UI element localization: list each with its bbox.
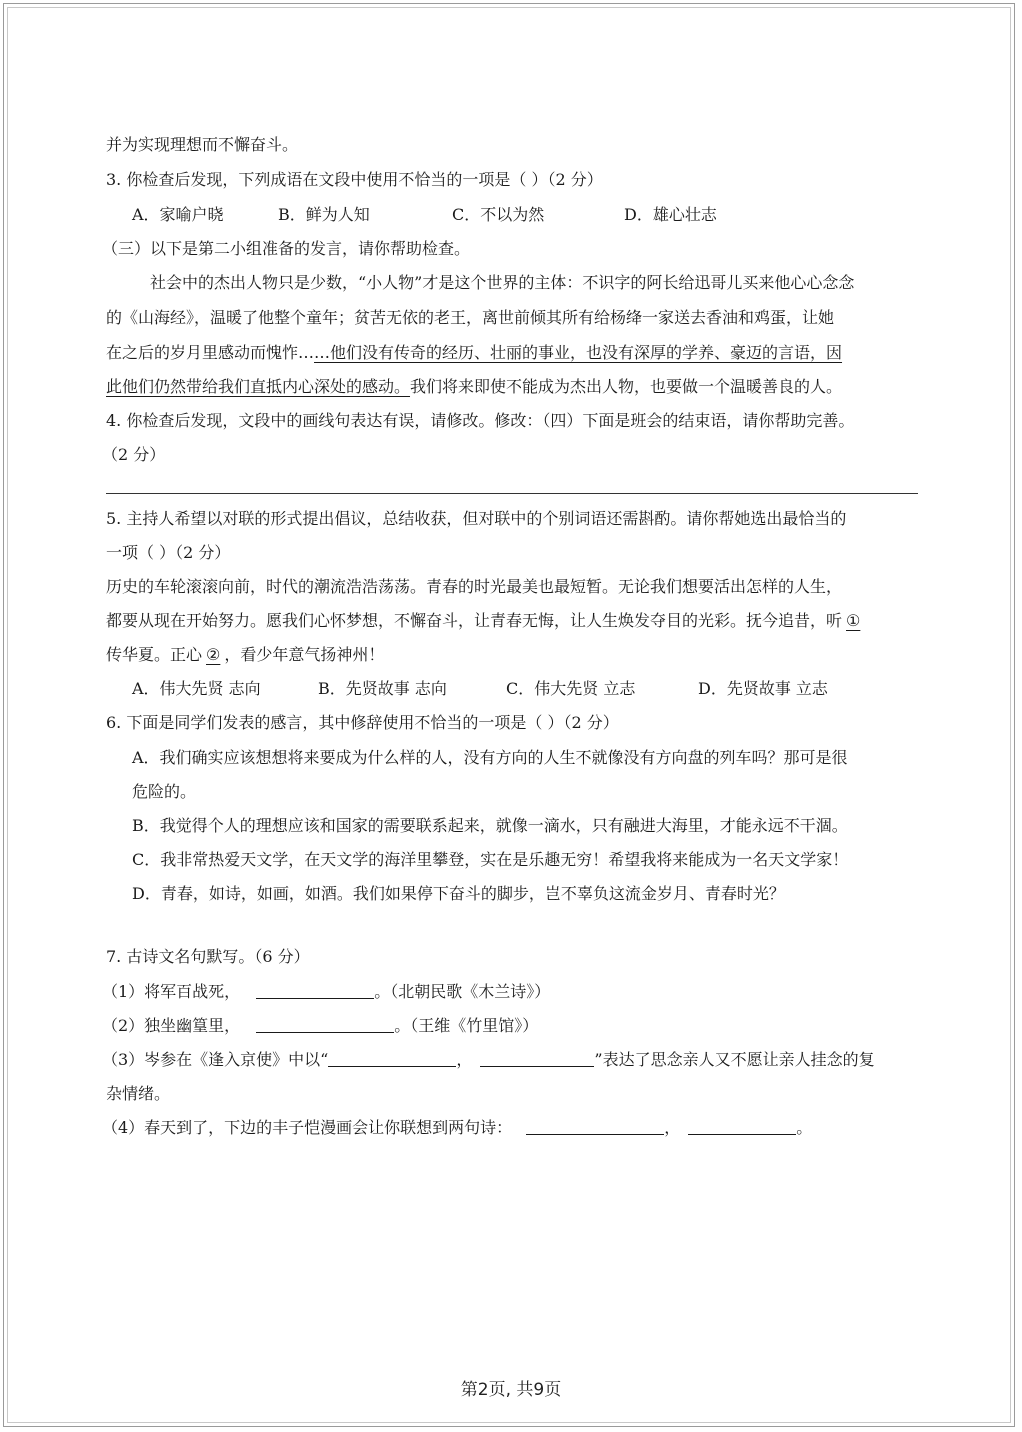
option-b: B．鲜为人知 <box>278 205 370 224</box>
prompt-text: （3）岑参在《逢入京使》中以“ <box>102 1050 329 1069</box>
underlined-sentence: 此他们仍然带给我们直抵内心深处的感动。 <box>106 377 411 396</box>
passage-plain-text: 我们将来即使不能成为杰出人物，也要做一个温暖善良的人。 <box>410 377 843 396</box>
option-b: B．我觉得个人的理想应该和国家的需要联系起来，就像一滴水，只有融进大海里，才能永远不干涸。 <box>132 816 848 835</box>
passage-line: 社会中的杰出人物只是少数，“小人物”才是这个世界的主体：不识字的阿长给迅哥儿买来他心心念念 <box>150 273 855 292</box>
option-a-cont: 危险的。 <box>132 782 197 801</box>
question-7-4 <box>102 1116 812 1140</box>
prompt-text: ， <box>456 1050 473 1069</box>
prompt-text: 。（北朝民歌《木兰诗》） <box>374 982 551 1001</box>
option-a: A．我们确实应该想想将来要成为什么样的人，没有方向的人生不就像没有方向盘的列车吗？那可是很 <box>132 748 848 767</box>
question-4-score: （2 分） <box>102 445 166 464</box>
option-b: B．先贤故事 志向 <box>318 679 447 698</box>
passage-line <box>106 375 842 399</box>
couplet-line <box>106 643 384 667</box>
option-c: C．伟大先贤 立志 <box>506 679 636 698</box>
option-d: D．先贤故事 立志 <box>698 679 828 698</box>
option-c: C．我非常热爱天文学，在天文学的海洋里攀登，实在是乐趣无穷！希望我将来能成为一名天文学家！ <box>132 850 849 869</box>
text-line: 并为实现理想而不懈奋斗。 <box>106 135 299 154</box>
passage-plain-text: 在之后的岁月里感动而愧怍… <box>106 343 315 362</box>
fill-blank[interactable] <box>480 1050 594 1067</box>
prompt-text: 。 <box>796 1118 813 1137</box>
couplet-text: ，看少年意气扬神州！ <box>224 645 385 664</box>
question-4: 4. 你检查后发现，文段中的画线句表达有误，请修改。修改：（四）下面是班会的结束语，请你帮助完善。 <box>106 411 855 430</box>
question-3: 3. 你检查后发现，下列成语在文段中使用不恰当的一项是（ ）（2 分） <box>106 170 603 189</box>
question-7-3-cont: 杂情绪。 <box>106 1084 171 1103</box>
prompt-text: ， <box>664 1118 681 1137</box>
option-c: C．不以为然 <box>452 205 545 224</box>
option-d: D．雄心壮志 <box>624 205 717 224</box>
blank-marker-1: ① <box>846 611 861 630</box>
prompt-text: 。（王维《竹里馆》） <box>394 1016 539 1035</box>
option-a: A．伟大先贤 志向 <box>132 679 261 698</box>
couplet-line: 历史的车轮滚滚向前，时代的潮流浩浩荡荡。青春的时光最美也最短暂。无论我们想要活出怎样的人生， <box>106 577 843 596</box>
page-number: 第2页, 共9页 <box>460 1380 562 1400</box>
fill-blank[interactable] <box>688 1118 796 1135</box>
passage-line <box>106 341 842 365</box>
blank-marker-2: ② <box>206 645 221 664</box>
couplet-line <box>106 609 864 633</box>
option-d: D．青春，如诗，如画，如酒。我们如果停下奋斗的脚步，岂不辜负这流金岁月、青春时光？ <box>132 884 785 903</box>
passage-line: 的《山海经》，温暖了他整个童年；贫苦无依的老王，离世前倾其所有给杨绛一家送去香油和鸡蛋，让她 <box>106 308 835 327</box>
option-a: A．家喻户晓 <box>132 205 224 224</box>
fill-blank[interactable] <box>328 1050 456 1067</box>
question-7-2 <box>102 1014 538 1038</box>
answer-line[interactable] <box>106 493 918 494</box>
question-5-cont: 一项（ ）（2 分） <box>106 543 231 562</box>
question-7: 7. 古诗文名句默写。（6 分） <box>106 947 310 966</box>
prompt-text: （4）春天到了，下边的丰子恺漫画会让你联想到两句诗： <box>102 1118 513 1137</box>
question-5: 5. 主持人希望以对联的形式提出倡议，总结收获，但对联中的个别词语还需斟酌。请你帮她选出最恰当的 <box>106 509 847 528</box>
question-7-1 <box>102 980 550 1004</box>
prompt-text: （2）独坐幽篁里， <box>102 1016 241 1035</box>
prompt-text: ”表达了思念亲人又不愿让亲人挂念的复 <box>594 1050 875 1069</box>
question-6: 6. 下面是同学们发表的感言，其中修辞使用不恰当的一项是（ ）（2 分） <box>106 713 619 732</box>
fill-blank[interactable] <box>526 1118 664 1135</box>
question-7-3 <box>102 1048 875 1072</box>
couplet-text: 传华夏。正心 <box>106 645 203 664</box>
couplet-text: 都要从现在开始努力。愿我们心怀梦想，不懈奋斗，让青春无悔，让人生焕发夺目的光彩。抚今追昔，听 <box>106 611 843 630</box>
fill-blank[interactable] <box>256 982 374 999</box>
fill-blank[interactable] <box>256 1016 394 1033</box>
prompt-text: （1）将军百战死， <box>102 982 241 1001</box>
underlined-sentence: …他们没有传奇的经历、壮丽的事业，也没有深厚的学养、豪迈的言语，因 <box>314 343 843 362</box>
section-three-heading: （三）以下是第二小组准备的发言，请你帮助检查。 <box>102 239 471 258</box>
